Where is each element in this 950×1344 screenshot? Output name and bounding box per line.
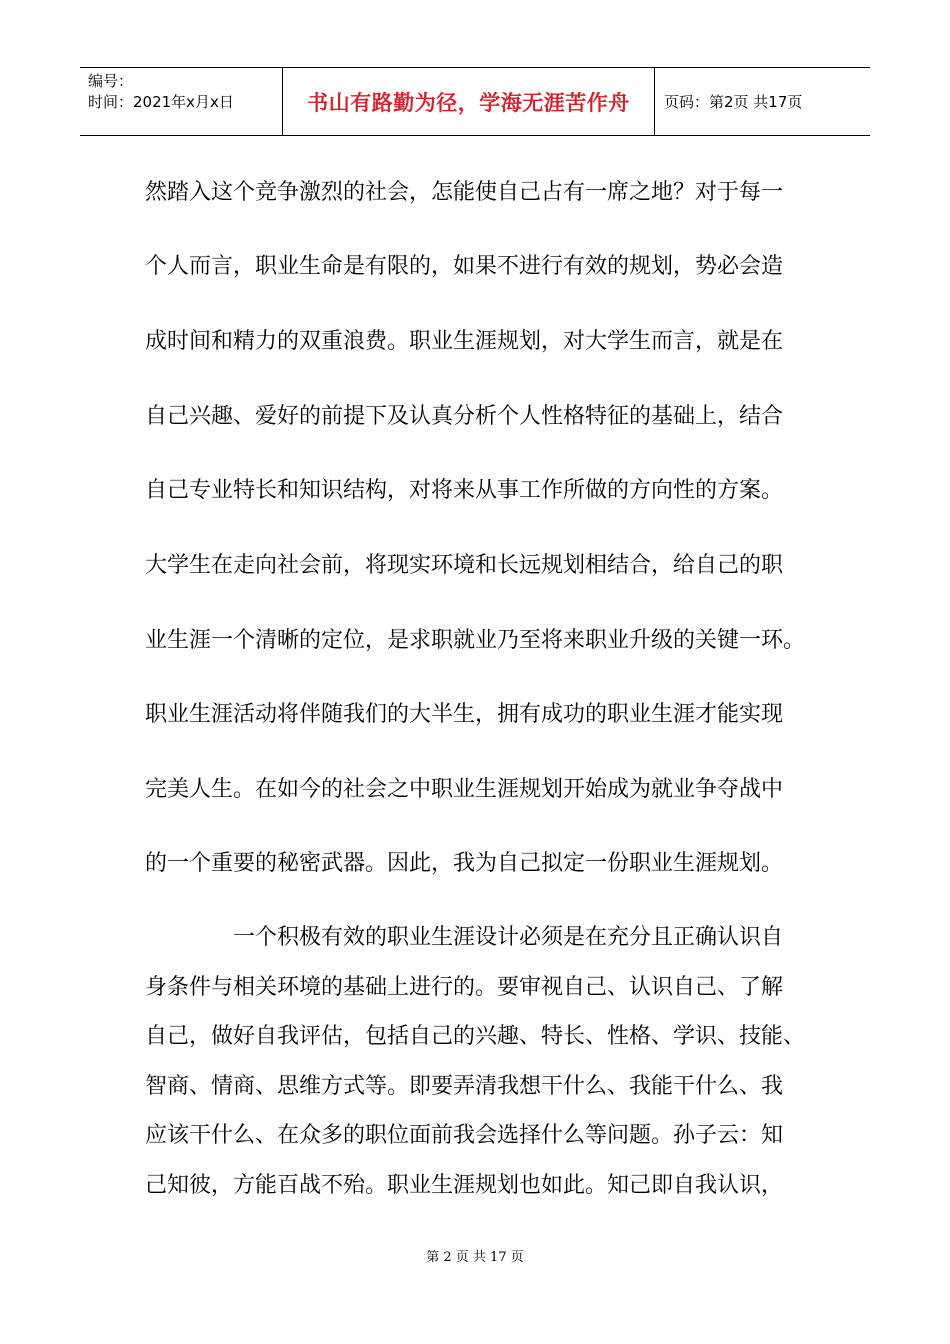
document-number-label: 编号： (88, 72, 134, 90)
body-line-indented: 一个积极有效的职业生涯设计必须是在充分且正确认识自 (233, 925, 784, 950)
body-line: 职业生涯活动将伴随我们的大半生，拥有成功的职业生涯才能实现 (145, 702, 784, 727)
header-motto: 书山有路勤为径，学海无涯苦作舟 (307, 90, 630, 115)
body-line: 的一个重要的秘密武器。因此，我为自己拟定一份职业生涯规划。 (145, 851, 784, 876)
body-line: 大学生在走向社会前，将现实环境和长远规划相结合，给自己的职 (145, 553, 784, 578)
body-line: 成时间和精力的双重浪费。职业生涯规划，对大学生而言，就是在 (145, 329, 784, 354)
document-time-label: 时间：2021年x月x日 (88, 93, 234, 111)
body-line: 然踏入这个竞争激烈的社会，怎能使自己占有一席之地？对于每一 (145, 180, 784, 205)
body-line: 身条件与相关环境的基础上进行的。要审视自己、认识自己、了解 (145, 975, 784, 1000)
body-line: 智商、情商、思维方式等。即要弄清我想干什么、我能干什么、我 (145, 1074, 784, 1099)
header-meta-cell (80, 68, 283, 135)
header-page-number: 页码：第2页 共17页 (664, 93, 803, 111)
header-motto-cell (283, 68, 655, 135)
header-page-cell (655, 68, 870, 135)
body-line: 自己专业特长和知识结构，对将来从事工作所做的方向性的方案。 (145, 478, 784, 503)
body-line: 业生涯一个清晰的定位，是求职就业乃至将来职业升级的关键一环。 (145, 628, 806, 653)
body-line: 己知彼，方能百战不殆。职业生涯规划也如此。知己即自我认识， (145, 1173, 784, 1198)
body-line: 应该干什么、在众多的职位面前我会选择什么等问题。孙子云：知 (145, 1123, 784, 1148)
body-line: 自己，做好自我评估，包括自己的兴趣、特长、性格、学识、技能、 (145, 1024, 806, 1049)
body-line: 完美人生。在如今的社会之中职业生涯规划开始成为就业争夺战中 (145, 777, 784, 802)
body-line: 自己兴趣、爱好的前提下及认真分析个人性格特征的基础上，结合 (145, 404, 784, 429)
header-table (80, 67, 870, 136)
page-footer: 第 2 页 共 17 页 (426, 1250, 524, 1265)
body-line: 个人而言，职业生命是有限的，如果不进行有效的规划，势必会造 (145, 254, 784, 279)
